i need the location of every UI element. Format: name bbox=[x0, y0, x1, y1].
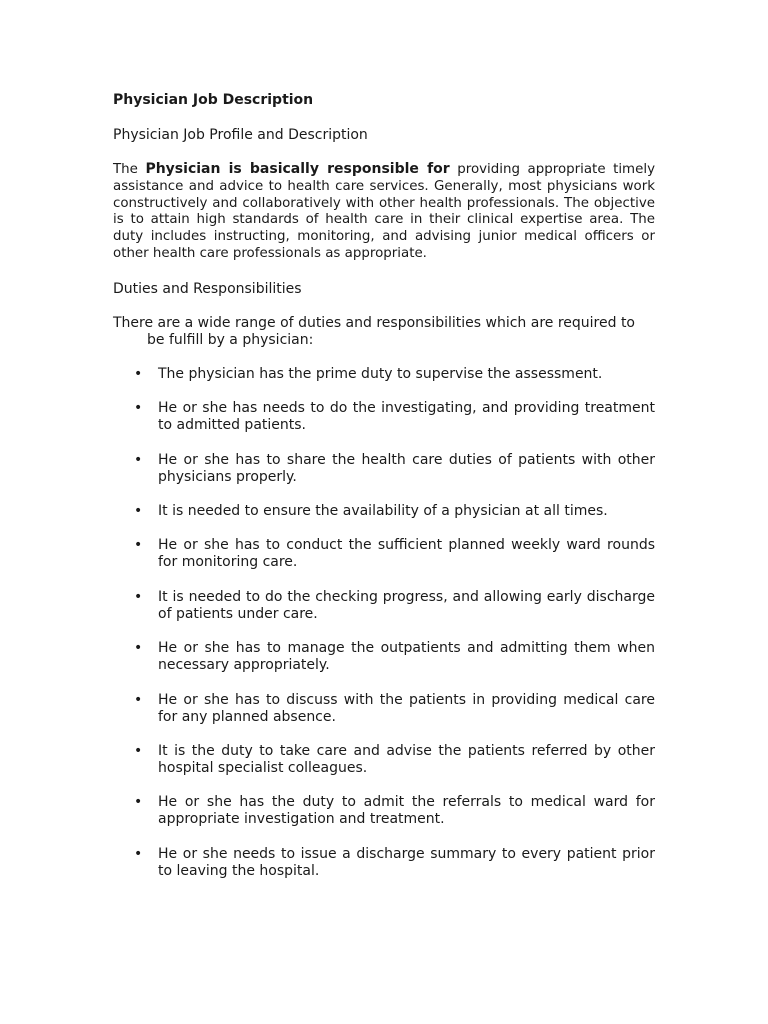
list-item bbox=[113, 537, 655, 571]
list-intro: There are a wide range of duties and responsibilities which are required to be fulfill by a physician: bbox=[113, 314, 635, 348]
bullet-icon: • bbox=[134, 451, 143, 468]
list-item bbox=[113, 794, 655, 828]
list-item-text: He or she has needs to do the investigating, and providing treatment to admitted patients. bbox=[158, 400, 655, 434]
intro-lead: The bbox=[113, 162, 146, 177]
list-item-text: The physician has the prime duty to supervise the assessment. bbox=[158, 365, 603, 382]
list-item bbox=[113, 640, 655, 674]
bullet-icon: • bbox=[134, 400, 143, 417]
bullet-icon: • bbox=[134, 502, 143, 519]
list-item-text: He or she needs to issue a discharge summary to every patient prior to leaving the hospital. bbox=[158, 845, 655, 879]
list-item bbox=[113, 589, 655, 623]
bullet-icon: • bbox=[134, 365, 143, 382]
document-subtitle: Physician Job Profile and Description bbox=[113, 127, 368, 143]
list-item bbox=[113, 400, 655, 434]
bullet-icon: • bbox=[134, 845, 143, 862]
list-item-text: He or she has to conduct the sufficient planned weekly ward rounds for monitoring care. bbox=[158, 537, 655, 571]
list-item-text: It is the duty to take care and advise the patients referred by other hospital specialist colleagues. bbox=[158, 742, 655, 776]
list-item-text: He or she has to manage the outpatients and admitting them when necessary appropriately. bbox=[158, 640, 655, 674]
list-item-text: He or she has the duty to admit the referrals to medical ward for appropriate investigation and treatment. bbox=[158, 794, 655, 828]
bullet-icon: • bbox=[134, 742, 143, 759]
list-item-text: It is needed to ensure the availability of a physician at all times. bbox=[158, 502, 608, 519]
bullet-icon: • bbox=[134, 640, 143, 657]
list-item bbox=[113, 846, 655, 880]
bullet-icon: • bbox=[134, 691, 143, 708]
bullet-icon: • bbox=[134, 588, 143, 605]
list-item bbox=[113, 452, 655, 486]
document-title: Physician Job Description bbox=[113, 92, 314, 108]
list-item bbox=[113, 743, 655, 777]
list-item bbox=[113, 366, 655, 383]
list-item-text: It is needed to do the checking progress, and allowing early discharge of patients under care. bbox=[158, 588, 655, 622]
bullet-icon: • bbox=[134, 794, 143, 811]
intro-rest: providing appropriate timely assistance and advice to health care services. Generally, most physicians work constructively and collaboratively with other health professionals. The objective is to attain high standards of health care in their clinical expertise area. The duty includes instructing, monitoring, and advising junior medical officers or other health care professionals as appropriate. bbox=[113, 162, 655, 261]
list-item-text: He or she has to share the health care duties of patients with other physicians properly. bbox=[158, 451, 655, 485]
intro-paragraph bbox=[113, 161, 655, 263]
document-page bbox=[113, 91, 655, 897]
list-item bbox=[113, 503, 655, 520]
section-heading: Duties and Responsibilities bbox=[113, 280, 302, 297]
bullet-icon: • bbox=[134, 537, 143, 554]
list-item bbox=[113, 692, 655, 726]
list-item-text: He or she has to discuss with the patients in providing medical care for any planned absence. bbox=[158, 691, 655, 725]
duties-list bbox=[113, 366, 655, 880]
intro-bold: Physician is basically responsible for bbox=[145, 161, 450, 177]
